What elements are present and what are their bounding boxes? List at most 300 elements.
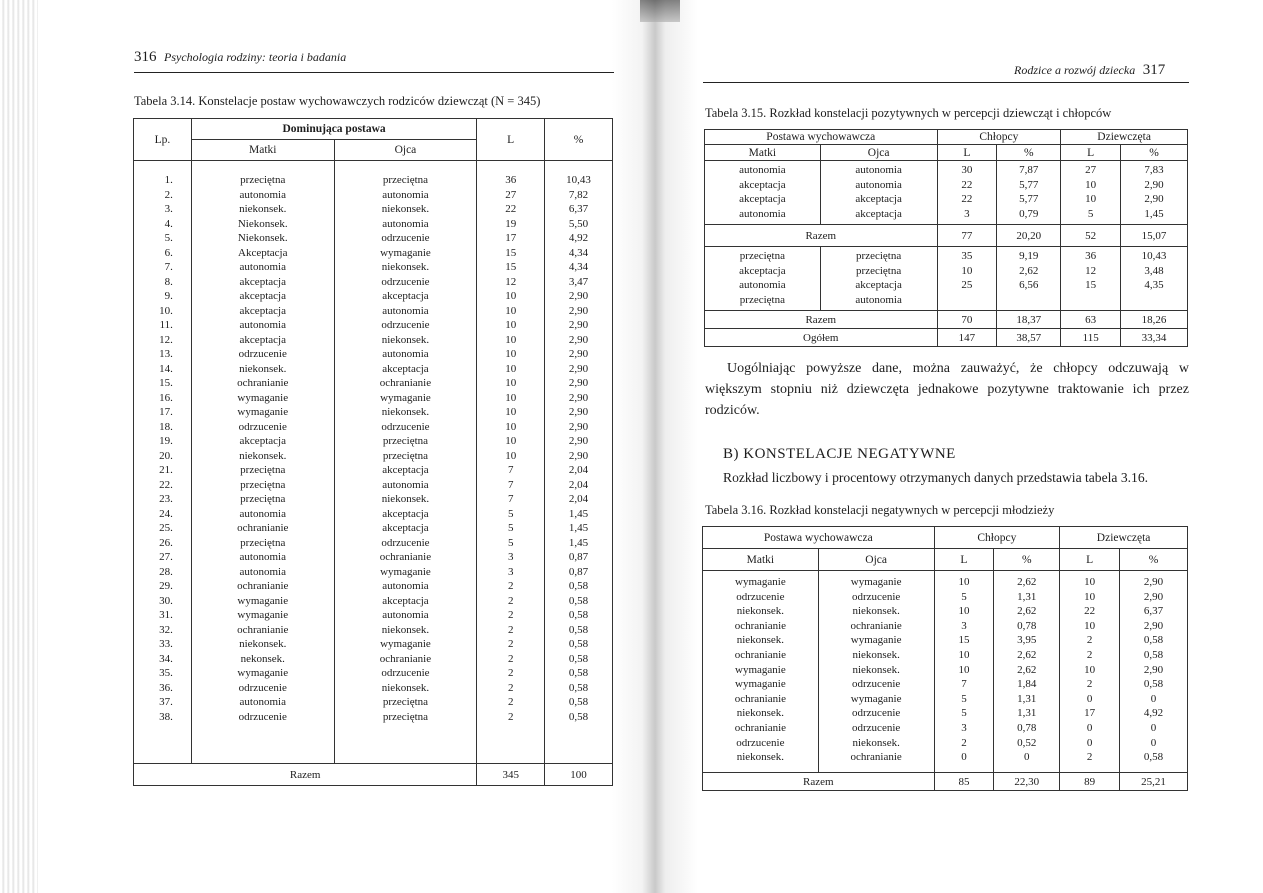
row-pct: 0,58 <box>568 594 589 607</box>
t15-cell: akceptacja <box>739 193 786 205</box>
t16-cell: odrzucenie <box>852 707 901 720</box>
t16-cell: wymaganie <box>850 576 902 588</box>
t15-cell: 2,62 <box>1019 264 1039 277</box>
row-pct: 2,90 <box>568 420 589 433</box>
row-pct: 2,90 <box>568 377 589 389</box>
t15-col-3 <box>997 161 1061 225</box>
t16-cell: niekonsek. <box>852 663 900 676</box>
row-pct: 0,58 <box>568 609 589 621</box>
row-mother: autonomia <box>239 261 286 273</box>
t16-cell: 1,31 <box>1017 707 1037 720</box>
row-father: przeciętna <box>382 696 429 708</box>
row-father: wymaganie <box>380 565 431 578</box>
t15-group2 <box>705 247 1188 311</box>
row-lp: 36. <box>159 681 173 694</box>
row-father: akceptacja <box>382 290 429 302</box>
t15-overall-gL: 115 <box>1061 329 1121 347</box>
table-3-16 <box>702 526 1188 791</box>
row-father: niekonsek. <box>381 623 430 636</box>
t15-cell: 36 <box>1085 250 1097 262</box>
row-mother: wymaganie <box>237 609 289 621</box>
row-pct: 7,82 <box>568 188 589 201</box>
row-mother: ochranianie <box>237 580 289 592</box>
t15-sum1-bP: 20,20 <box>997 225 1061 247</box>
t15-header-gpct: % <box>1121 145 1188 161</box>
t16-cell: 0,58 <box>1143 648 1164 661</box>
row-pct: 2,90 <box>568 362 589 375</box>
t16-cell: 5 <box>961 707 967 720</box>
t15-cell: 5,77 <box>1019 178 1039 191</box>
t16-cell: wymaganie <box>850 692 902 705</box>
row-L: 10 <box>505 348 517 360</box>
row-lp: 17. <box>159 406 173 418</box>
row-mother: Niekonsek. <box>237 217 288 230</box>
t16-cell: 0 <box>1086 736 1093 749</box>
row-lp: 20. <box>159 449 173 462</box>
row-father: przeciętna <box>382 435 429 447</box>
t15-cell: akceptacja <box>855 193 902 205</box>
row-mother: przeciętna <box>240 536 286 549</box>
row-pct: 2,90 <box>568 435 589 447</box>
t15-header-attitude: Postawa wychowawcza <box>705 130 938 145</box>
t16-cell: niekonsek. <box>852 605 900 618</box>
row-mother: niekonsek. <box>239 203 287 215</box>
t16-cell: 0 <box>1086 692 1093 705</box>
t15-cell: 30 <box>961 164 973 176</box>
t15-header-gL: L <box>1061 145 1121 161</box>
col-header-father: Ojca <box>334 140 477 161</box>
t16-cell: 15 <box>958 634 970 647</box>
row-mother: autonomia <box>239 507 286 520</box>
t15-header-mother: Matki <box>705 145 821 161</box>
t15-cell: autonomia <box>739 207 786 220</box>
t16-total-bP: 22,30 <box>994 773 1060 791</box>
col-header-L: L <box>477 119 545 161</box>
t16-cell: 3,95 <box>1017 634 1037 647</box>
row-father: odrzucenie <box>381 420 430 433</box>
row-pct: 4,34 <box>568 261 589 273</box>
row-mother: akceptacja <box>239 333 286 346</box>
row-lp: 6. <box>164 246 173 259</box>
t15-cell: 15 <box>1085 279 1097 291</box>
t16-cell: 0 <box>1150 721 1157 734</box>
row-L: 10 <box>505 290 517 302</box>
t15-cell: 10,43 <box>1141 250 1167 262</box>
t16-cell: 22 <box>1084 605 1096 618</box>
pct-column <box>545 161 613 764</box>
row-L: 10 <box>505 362 517 375</box>
t16-cell: 10 <box>958 663 970 676</box>
t15-cell: 3,48 <box>1144 264 1164 277</box>
t15-sum2-gP: 18,26 <box>1121 311 1188 329</box>
row-father: przeciętna <box>382 449 429 462</box>
t15-cell: 5 <box>1087 207 1094 220</box>
t16-cell: 0,78 <box>1017 721 1037 734</box>
row-L: 7 <box>507 464 514 476</box>
row-L: 5 <box>507 507 514 520</box>
t15-cell: 25 <box>961 279 973 291</box>
t15-cell: autonomia <box>855 164 902 176</box>
row-father: ochranianie <box>379 377 432 389</box>
row-pct: 0,58 <box>568 667 589 679</box>
t16-cell: 0 <box>1024 751 1030 764</box>
t16-cell: ochranianie <box>734 692 787 705</box>
row-L: 12 <box>505 275 517 288</box>
row-father: wymaganie <box>380 638 431 650</box>
row-mother: ochranianie <box>237 623 289 636</box>
row-pct: 0,58 <box>568 652 589 665</box>
row-father: autonomia <box>382 217 429 230</box>
father-column <box>334 161 477 764</box>
t16-cell: niekonsek. <box>736 605 785 618</box>
row-L: 15 <box>505 246 517 259</box>
t15-header-father: Ojca <box>820 145 937 161</box>
t15-col-5 <box>1121 161 1188 225</box>
row-pct: 2,04 <box>568 493 589 505</box>
row-lp: 25. <box>159 522 173 534</box>
scan-edge <box>0 0 38 893</box>
row-father: akceptacja <box>382 522 429 534</box>
row-father: odrzucenie <box>381 319 430 331</box>
row-pct: 2,90 <box>568 319 589 331</box>
row-lp: 12. <box>159 333 173 346</box>
t15-cell: 35 <box>961 250 973 262</box>
t15-sum1-row <box>705 225 1188 247</box>
row-mother: odrzucenie <box>238 710 287 723</box>
total-L: 345 <box>477 764 545 786</box>
row-mother: autonomia <box>239 565 286 578</box>
row-lp: 11. <box>159 319 173 331</box>
t16-cell: wymaganie <box>850 634 902 647</box>
t16-col-0 <box>703 571 819 773</box>
t15-cell: 7,87 <box>1019 164 1039 176</box>
total-row <box>134 764 613 786</box>
row-father: odrzucenie <box>381 667 430 679</box>
col-header-lp: Lp. <box>134 119 192 161</box>
t15-cell: 2,90 <box>1144 193 1164 205</box>
row-pct: 4,92 <box>568 232 589 244</box>
t16-cell: 0,58 <box>1143 751 1164 764</box>
row-mother: wymaganie <box>237 594 289 607</box>
t15-cell: 5,77 <box>1019 193 1039 205</box>
t16-cell: 3 <box>961 721 967 734</box>
t16-cell: 2,62 <box>1017 648 1037 661</box>
row-father: akceptacja <box>382 594 429 607</box>
row-pct: 1,45 <box>568 522 589 534</box>
row-lp: 18. <box>159 420 173 433</box>
t15-cell: autonomia <box>739 279 786 291</box>
t16-cell: odrzucenie <box>852 590 901 603</box>
row-father: niekonsek. <box>381 493 430 505</box>
row-L: 10 <box>505 319 517 331</box>
row-father: niekonsek. <box>381 681 430 694</box>
t15-overall-bP: 38,57 <box>997 329 1061 347</box>
row-lp: 27. <box>159 551 173 563</box>
row-father: autonomia <box>382 478 429 491</box>
row-mother: autonomia <box>239 551 286 563</box>
t15-cell: 1,45 <box>1144 207 1164 220</box>
t15-cell: akceptacja <box>855 207 902 220</box>
row-pct: 2,04 <box>568 464 589 476</box>
row-father: odrzucenie <box>381 536 430 549</box>
col-header-dominant: Dominująca postawa <box>191 119 476 140</box>
t15-col-1 <box>820 161 937 225</box>
t16-cell: ochranianie <box>734 648 787 661</box>
t16-header-gpct: % <box>1120 549 1188 571</box>
row-L: 2 <box>507 710 514 723</box>
row-mother: autonomia <box>239 696 286 708</box>
row-lp: 23. <box>159 493 173 505</box>
row-pct: 0,58 <box>568 580 589 592</box>
t15-sum1-gP: 15,07 <box>1121 225 1188 247</box>
t16-cell: 10 <box>958 576 970 588</box>
lp-column <box>134 161 192 764</box>
t16-header-bpct: % <box>994 549 1060 571</box>
row-lp: 2. <box>164 188 173 201</box>
row-pct: 2,90 <box>568 290 589 302</box>
t15-cell: 0,79 <box>1019 207 1039 220</box>
t15-sum2-bL: 70 <box>937 311 997 329</box>
row-mother: Akceptacja <box>238 246 288 259</box>
t16-cell: 2,90 <box>1143 619 1164 632</box>
row-mother: niekonsek. <box>239 449 287 462</box>
row-father: przeciętna <box>382 710 429 723</box>
t15-cell: 10 <box>961 264 973 277</box>
row-L: 5 <box>507 522 514 534</box>
table-3-14-caption: Tabela 3.14. Konstelacje postaw wychowawczych rodziców dziewcząt (N = 345) <box>134 94 541 108</box>
t16-cell: wymaganie <box>735 576 786 588</box>
row-father: wymaganie <box>380 391 431 404</box>
row-mother: przeciętna <box>240 174 286 186</box>
t15-cell: 27 <box>1085 164 1097 176</box>
left-page-number: 316 <box>134 49 157 65</box>
row-L: 19 <box>505 217 517 230</box>
row-mother: Niekonsek. <box>237 232 288 244</box>
t16-total-gP: 25,21 <box>1120 773 1188 791</box>
row-father: przeciętna <box>382 174 429 186</box>
row-mother: odrzucenie <box>238 681 287 694</box>
row-L: 27 <box>505 188 517 201</box>
t15-col-2 <box>937 247 997 311</box>
row-mother: akceptacja <box>239 304 286 317</box>
t15-cell: autonomia <box>739 164 786 176</box>
t16-cell: 10 <box>958 648 970 661</box>
t16-col-2 <box>934 571 994 773</box>
t15-col-2 <box>937 161 997 225</box>
row-L: 7 <box>507 478 514 491</box>
row-L: 2 <box>507 652 514 665</box>
t16-cell: 2 <box>1086 678 1093 691</box>
row-lp: 35. <box>159 667 173 679</box>
row-L: 10 <box>505 435 517 447</box>
row-father: autonomia <box>382 609 429 621</box>
t15-sum1-bL: 77 <box>937 225 997 247</box>
row-L: 3 <box>507 565 514 578</box>
row-pct: 2,90 <box>568 333 589 346</box>
book-gutter <box>612 0 698 893</box>
t16-cell: wymaganie <box>735 678 786 691</box>
row-mother: niekonsek. <box>239 638 287 650</box>
t16-cell: 5 <box>961 590 967 603</box>
t15-cell <box>1000 293 1057 308</box>
t15-sum2-row <box>705 311 1188 329</box>
t16-cell: 0,58 <box>1143 678 1164 691</box>
t16-cell: 2 <box>961 736 967 749</box>
row-lp: 38. <box>159 710 173 723</box>
right-header <box>1014 62 1165 79</box>
t16-cell: 17 <box>1084 707 1096 720</box>
row-mother: wymaganie <box>237 391 289 404</box>
row-lp: 8. <box>164 275 173 288</box>
row-mother: przeciętna <box>240 464 286 476</box>
row-lp: 3. <box>164 203 173 215</box>
t16-cell: odrzucenie <box>736 590 785 603</box>
t15-header-bL: L <box>937 145 997 161</box>
right-running-title: Rodzice a rozwój dziecka <box>1014 63 1136 77</box>
t15-group1 <box>705 161 1188 225</box>
t16-cell: 4,92 <box>1143 707 1164 720</box>
t16-cell: 2,62 <box>1017 605 1037 618</box>
row-lp: 29. <box>159 580 173 592</box>
row-father: ochranianie <box>379 652 432 665</box>
t16-cell: 0 <box>961 751 967 764</box>
row-L: 2 <box>507 696 514 708</box>
t15-sum2-label: Razem <box>705 311 938 329</box>
row-lp: 5. <box>164 232 173 244</box>
t15-cell: przeciętna <box>739 250 785 262</box>
t16-cell: 2,62 <box>1017 663 1037 676</box>
t15-cell: 4,35 <box>1144 279 1164 291</box>
t16-cell: 10 <box>1084 576 1096 588</box>
t16-total-bL: 85 <box>934 773 994 791</box>
row-pct: 0,58 <box>568 623 589 636</box>
t16-cell: 3 <box>961 619 967 632</box>
t15-sum2-bP: 18,37 <box>997 311 1061 329</box>
row-pct: 0,58 <box>568 696 589 708</box>
t15-cell: 10 <box>1085 178 1097 191</box>
table-3-16-caption: Tabela 3.16. Rozkład konstelacji negatywnych w percepcji młodzieży <box>705 503 1055 517</box>
t15-header-bpct: % <box>997 145 1061 161</box>
row-lp: 28. <box>159 565 173 578</box>
t16-cell: odrzucenie <box>852 678 901 691</box>
t15-cell: 22 <box>961 178 973 191</box>
row-mother: akceptacja <box>239 275 286 288</box>
row-L: 2 <box>507 667 514 679</box>
row-lp: 33. <box>159 638 173 650</box>
row-mother: przeciętna <box>240 478 286 491</box>
t16-cell: 0,58 <box>1143 634 1164 647</box>
t16-total-gL: 89 <box>1060 773 1120 791</box>
t15-sum1-gL: 52 <box>1061 225 1121 247</box>
row-pct: 0,87 <box>568 551 589 563</box>
t16-cell: 6,37 <box>1143 605 1164 618</box>
t15-cell <box>1064 293 1117 308</box>
mother-column <box>191 161 334 764</box>
t16-cell: 2,90 <box>1143 590 1164 603</box>
row-pct: 1,45 <box>568 507 589 520</box>
t16-cell: odrzucenie <box>736 736 785 749</box>
t16-total-row <box>703 773 1188 791</box>
row-lp: 16. <box>159 391 173 404</box>
row-lp: 10. <box>159 304 173 317</box>
t16-cell: 2 <box>1086 751 1093 764</box>
row-father: wymaganie <box>380 246 431 259</box>
row-lp: 7. <box>164 261 173 273</box>
row-L: 7 <box>507 493 514 505</box>
row-pct: 2,90 <box>568 391 589 404</box>
row-father: autonomia <box>382 188 429 201</box>
row-lp: 21. <box>159 464 173 476</box>
t16-cell: 10 <box>1084 590 1096 603</box>
t16-cell: niekonsek. <box>852 648 900 661</box>
col-header-pct: % <box>545 119 613 161</box>
t15-cell: przeciętna <box>856 264 902 277</box>
row-pct: 0,58 <box>568 638 589 650</box>
row-pct: 4,34 <box>568 246 589 259</box>
t15-cell: przeciętna <box>856 250 902 262</box>
left-header <box>134 49 346 66</box>
t16-header-attitude: Postawa wychowawcza <box>703 527 935 549</box>
row-lp: 30. <box>159 594 173 607</box>
row-L: 5 <box>507 536 514 549</box>
t15-cell: akceptacja <box>855 279 902 291</box>
t16-cell: 2 <box>1086 634 1093 647</box>
row-lp: 4. <box>164 217 173 230</box>
t15-cell: 6,56 <box>1019 279 1039 291</box>
t16-header-boys: Chłopcy <box>934 527 1060 549</box>
row-father: ochranianie <box>379 551 432 563</box>
t16-col-3 <box>994 571 1060 773</box>
t16-header-gL: L <box>1060 549 1120 571</box>
summary-paragraph: Uogólniając powyższe dane, można zauważyć, że chłopcy odczuwają w większym stopniu niż dziewczęta jednakowe pozytywne traktowanie ich przez rodziców. <box>705 361 1189 418</box>
t16-total-label: Razem <box>703 773 935 791</box>
row-father: niekonsek. <box>381 203 430 215</box>
row-father: odrzucenie <box>381 232 430 244</box>
row-father: niekonsek. <box>381 406 430 418</box>
t15-sum2-gL: 63 <box>1061 311 1121 329</box>
row-mother: autonomia <box>239 188 286 201</box>
t15-col-4 <box>1061 247 1121 311</box>
row-pct: 2,04 <box>568 478 589 491</box>
row-L: 10 <box>505 304 517 317</box>
t16-cell: 0 <box>1086 721 1093 734</box>
t15-cell: 22 <box>961 193 973 205</box>
t16-cell: 10 <box>958 605 970 618</box>
t16-cell: 0,78 <box>1017 619 1037 632</box>
row-L: 10 <box>505 377 517 389</box>
t16-cell: wymaganie <box>735 663 786 676</box>
t15-cell <box>1124 293 1184 308</box>
row-father: niekonsek. <box>381 333 430 346</box>
left-running-title: Psychologia rodziny: teoria i badania <box>164 50 347 64</box>
row-mother: nekonsek. <box>240 652 285 665</box>
t15-sum1-label: Razem <box>705 225 938 247</box>
row-pct: 2,90 <box>568 304 589 317</box>
row-mother: przeciętna <box>240 493 286 505</box>
t16-cell: niekonsek. <box>736 707 785 720</box>
row-mother: ochranianie <box>237 377 289 389</box>
row-L: 3 <box>507 551 514 563</box>
row-lp: 13. <box>159 348 173 360</box>
row-L: 2 <box>507 594 514 607</box>
row-L: 2 <box>507 638 514 650</box>
row-mother: wymaganie <box>237 406 289 418</box>
t16-cell: ochranianie <box>734 619 787 632</box>
t16-cell: niekonsek. <box>736 751 785 764</box>
t16-cell: 1,31 <box>1017 692 1037 705</box>
row-L: 10 <box>505 391 517 404</box>
row-lp: 1. <box>164 174 173 186</box>
